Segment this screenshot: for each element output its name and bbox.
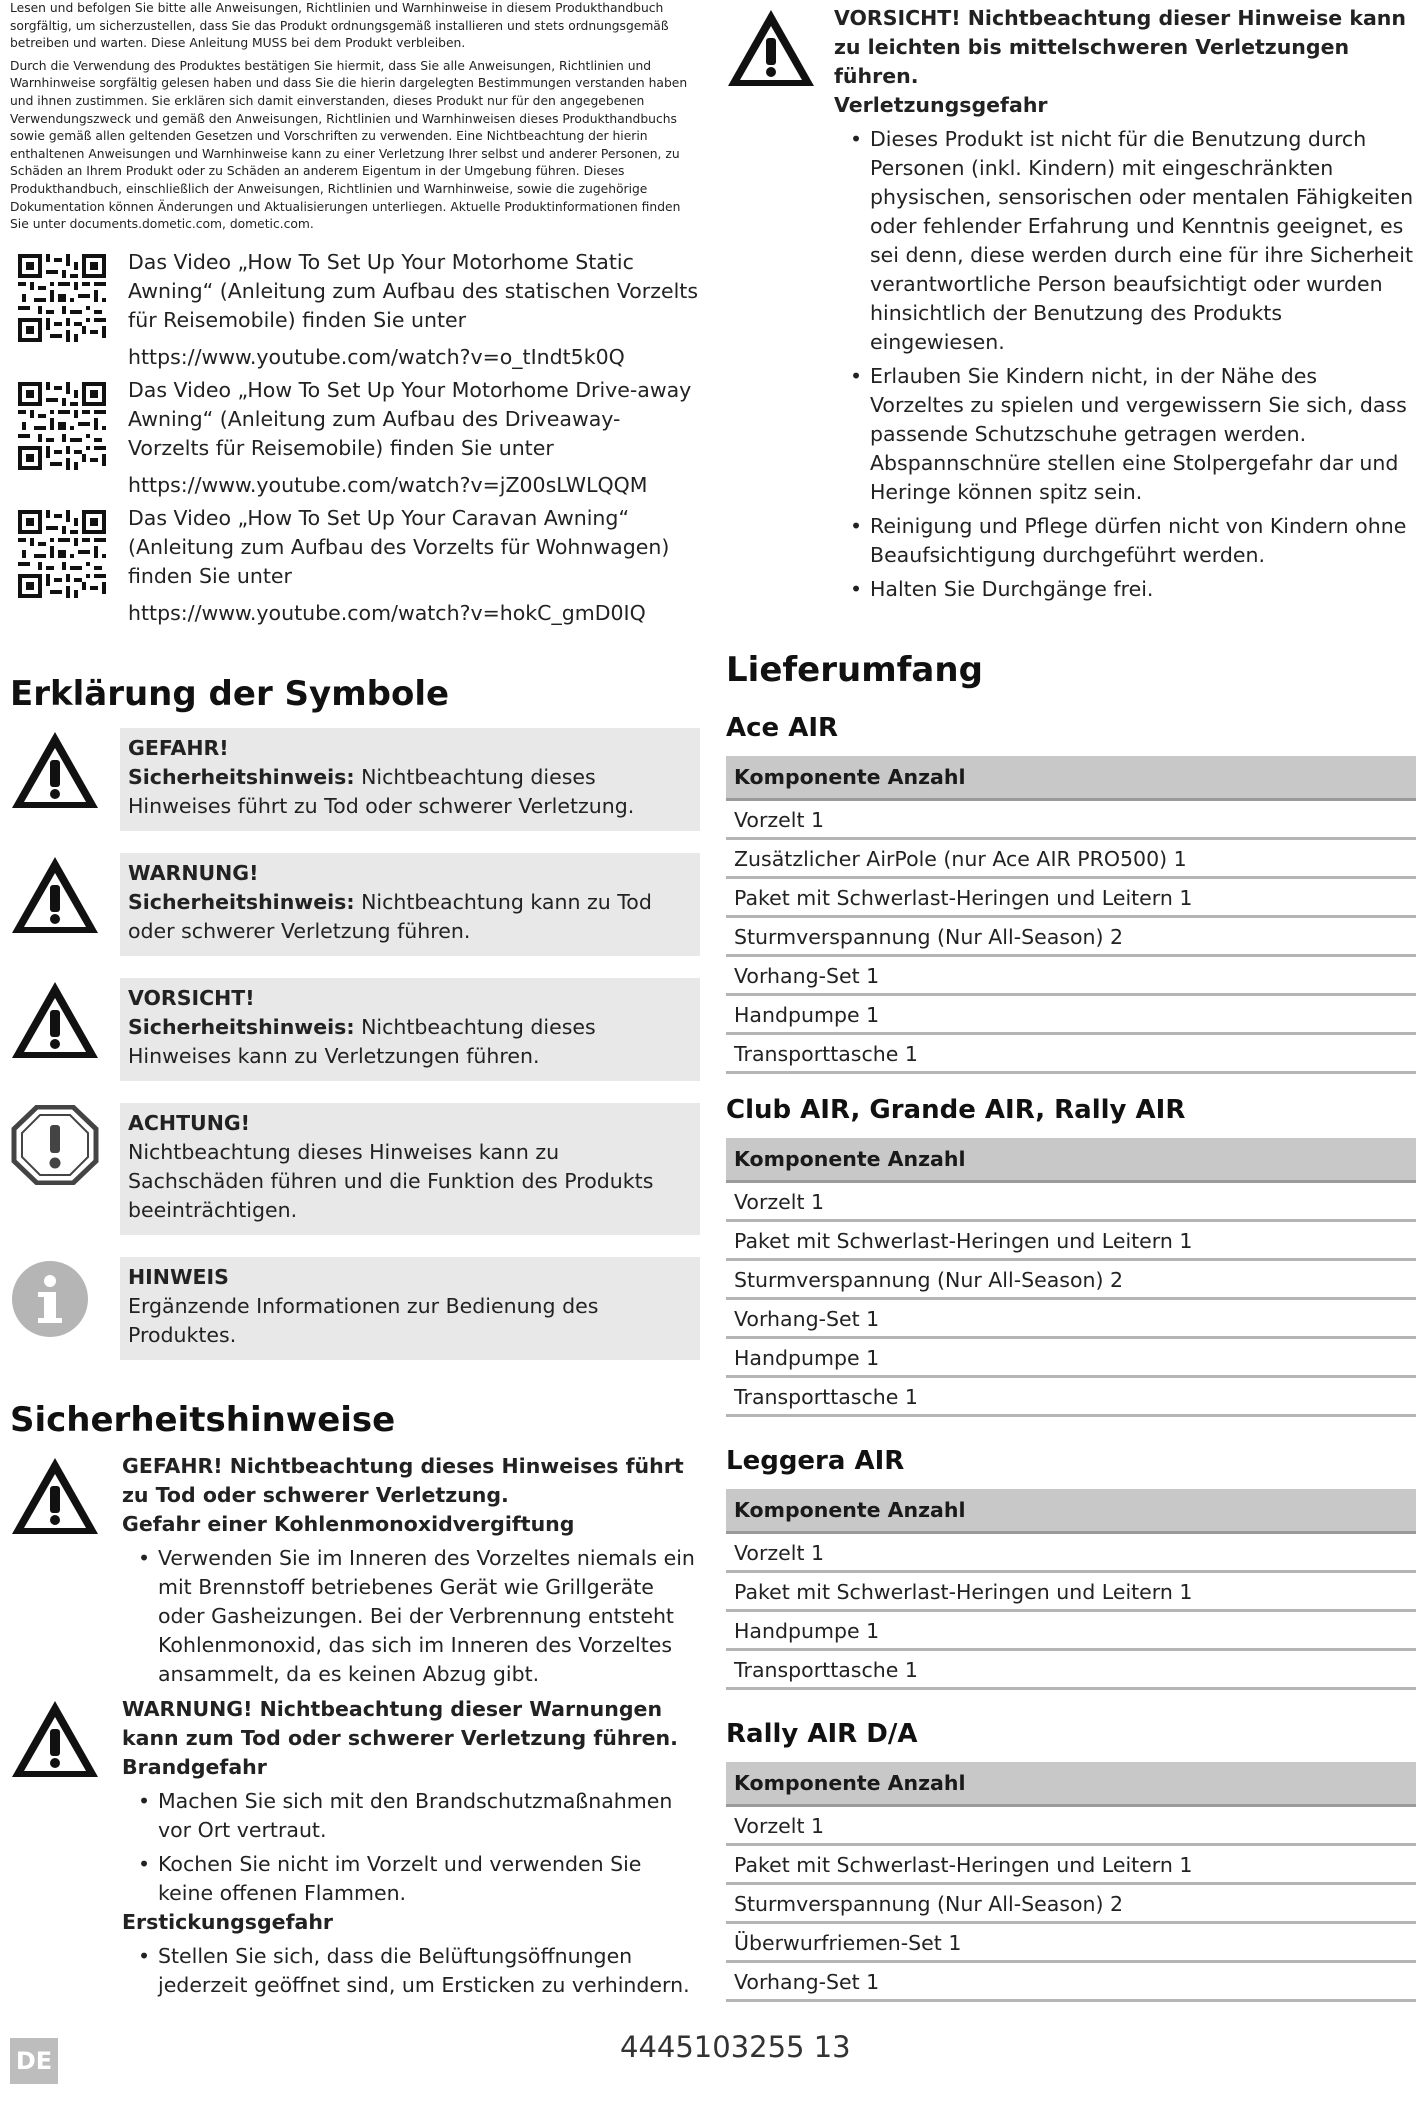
video-link[interactable]: https://www.youtube.com/watch?v=jZ00sLWLQQM: [128, 472, 648, 497]
safety-warnung-head: WARNUNG! Nichtbeachtung dieser Warnungen kann zum Tod oder schwerer Verletzung führen.: [122, 1696, 678, 1750]
safety-warnung: [10, 1695, 700, 2000]
page-number: 4445103255 13: [620, 2030, 851, 2064]
table-row: Paket mit Schwerlast-Heringen und Leitern 1: [726, 1222, 1416, 1261]
video-link[interactable]: https://www.youtube.com/watch?v=o_tIndt5k0Q: [128, 344, 625, 369]
safety-vorsicht-sub: Verletzungsgefahr: [834, 93, 1048, 117]
table-ace-air: [726, 756, 1416, 1074]
safety-bullet: • Reinigung und Pflege dürfen nicht von Kindern ohne Beaufsichtigung durchgeführt werden.: [834, 512, 1416, 570]
warning-triangle-icon: [10, 855, 100, 935]
symbol-title: HINWEIS: [128, 1264, 229, 1289]
table-header: Komponente Anzahl: [726, 1489, 1416, 1534]
warning-triangle-icon: [726, 8, 816, 88]
safety-gefahr-head: GEFAHR! Nichtbeachtung dieses Hinweises führt zu Tod oder schwerer Verletzung.: [122, 1453, 684, 1507]
lieferumfang-heading: Lieferumfang: [726, 650, 983, 690]
safety-bullet: • Kochen Sie nicht im Vorzelt und verwenden Sie keine offenen Flammen.: [122, 1850, 700, 1908]
intro-paragraph-2: Durch die Verwendung des Produktes bestätigen Sie hiermit, dass Sie alle Anweisungen, Richtlinien und Warnhinweise sorgfältig gelesen haben und dass Sie die hierin dargelegten Bestimmungen verstanden haben und ihnen zustimmen. Sie erklären sich damit einverstanden, dieses Produkt nur für den angegebenen Verwendungszweck und gemäß den Anweisungen, Richtlinien und Warnhinweisen dieses Produkthandbuchs sowie gemäß allen geltenden Gesetzen und Vorschriften zu verwenden. Eine Nichtbeachtung der hierin enthaltenen Anweisungen und Warnhinweise kann zu einer Verletzung Ihrer selbst und anderer Personen, zu Schäden an Ihrem Produkt oder zu Schäden an anderem Eigentum in der Umgebung führen. Dieses Produkthandbuch, einschließlich der Anweisungen, Richtlinien und Warnhinweise, sowie die zugehörige Dokumentation können Änderungen und Aktualisierungen unterliegen. Aktuelle Produktinformationen finden Sie unter documents.dometic.com, dometic.com.: [10, 58, 688, 232]
symbol-row-warnung: [10, 853, 700, 956]
table-row: Handpumpe 1: [726, 1339, 1416, 1378]
table-leggera-air: [726, 1489, 1416, 1690]
table-title-rally-air-da: Rally AIR D/A: [726, 1719, 918, 1749]
warning-triangle-icon: [10, 1456, 100, 1536]
warning-triangle-icon: [10, 1699, 100, 1779]
safety-bullet: • Verwenden Sie im Inneren des Vorzeltes niemals ein mit Brennstoff betriebenes Gerät wie Grillgeräte oder Gasheizungen. Bei der Verbrennung entsteht Kohlenmonoxid, das sich im Inneren des Vorzeltes ansammelt, da es keinen Abzug gibt.: [122, 1544, 700, 1689]
table-row: Transporttasche 1: [726, 1651, 1416, 1690]
warning-triangle-icon: [10, 980, 100, 1060]
safety-vorsicht-head: VORSICHT! Nichtbeachtung dieser Hinweise kann zu leichten bis mittelschweren Verletzungen führen.: [834, 6, 1406, 88]
qr-code-icon[interactable]: [18, 382, 106, 470]
safety-bullet: • Halten Sie Durchgänge frei.: [834, 575, 1416, 604]
symbol-text: Nichtbeachtung dieses Hinweises führt zu Tod oder schwerer Verletzung.: [128, 764, 635, 818]
symbol-text: Nichtbeachtung dieses Hinweises kann zu Sachschäden führen und die Funktion des Produkts beeinträchtigen.: [128, 1139, 654, 1222]
video-link[interactable]: https://www.youtube.com/watch?v=hokC_gmD0IQ: [128, 600, 646, 625]
table-row: Vorhang-Set 1: [726, 957, 1416, 996]
intro-paragraph-1: Lesen und befolgen Sie bitte alle Anweisungen, Richtlinien und Warnhinweise in diesem Produkthandbuch sorgfältig, um sicherzustellen, dass Sie das Produkt ordnungsgemäß installieren und stets ordnungsgemäß betreiben und warten. Diese Anleitung MUSS bei dem Produkt verbleiben.: [10, 1, 669, 51]
table-row: Sturmverspannung (Nur All-Season) 2: [726, 1885, 1416, 1924]
table-row: Zusätzlicher AirPole (nur Ace AIR PRO500) 1: [726, 840, 1416, 879]
safety-vorsicht: [726, 4, 1416, 604]
table-club-air: [726, 1138, 1416, 1417]
table-row: Vorhang-Set 1: [726, 1300, 1416, 1339]
safety-bullet: • Dieses Produkt ist nicht für die Benutzung durch Personen (inkl. Kindern) mit eingeschränkten physischen, sensorischen oder mentalen Fähigkeiten oder fehlender Erfahrung und Kenntnis geeignet, es sei denn, diese werden durch eine für ihre Sicherheit verantwortliche Person beaufsichtigt oder wurden hinsichtlich der Benutzung des Produkts eingewiesen.: [834, 125, 1416, 357]
video-description: Das Video „How To Set Up Your Caravan Awning“ (Anleitung zum Aufbau des Vorzelts für Wohnwagen) finden Sie unter: [128, 505, 670, 588]
video-item: [10, 248, 700, 372]
table-row: Vorhang-Set 1: [726, 1963, 1416, 2002]
table-row: Paket mit Schwerlast-Heringen und Leitern 1: [726, 1846, 1416, 1885]
video-item: [10, 376, 700, 500]
table-row: Transporttasche 1: [726, 1035, 1416, 1074]
video-description: Das Video „How To Set Up Your Motorhome Static Awning“ (Anleitung zum Aufbau des statischen Vorzelts für Reisemobile) finden Sie unter: [128, 249, 699, 332]
table-rally-air-da: [726, 1762, 1416, 2002]
table-row: Vorzelt 1: [726, 1807, 1416, 1846]
table-row: Sturmverspannung (Nur All-Season) 2: [726, 1261, 1416, 1300]
left-column: [10, 0, 700, 2006]
safety-bullet: • Machen Sie sich mit den Brandschutzmaßnahmen vor Ort vertraut.: [122, 1787, 700, 1845]
warning-triangle-icon: [10, 730, 100, 810]
safety-heading: Sicherheitshinweise: [10, 1399, 396, 1440]
table-row: Vorzelt 1: [726, 801, 1416, 840]
symbol-row-gefahr: [10, 728, 700, 831]
safety-warnung-sub1: Brandgefahr: [122, 1754, 267, 1779]
table-row: Paket mit Schwerlast-Heringen und Leitern 1: [726, 879, 1416, 918]
symbols-heading: Erklärung der Symbole: [10, 673, 450, 714]
table-title-ace-air: Ace AIR: [726, 713, 839, 743]
symbol-title: VORSICHT!: [128, 985, 255, 1010]
safety-bullet: • Erlauben Sie Kindern nicht, in der Nähe des Vorzeltes zu spielen und vergewissern Sie sich, dass passende Schutzschuhe getragen werden. Abspannschnüre stellen eine Stolpergefahr dar und Heringe können spitz sein.: [834, 362, 1416, 507]
table-row: Sturmverspannung (Nur All-Season) 2: [726, 918, 1416, 957]
table-header: Komponente Anzahl: [726, 756, 1416, 801]
info-circle-icon: [10, 1259, 100, 1339]
symbol-text: Ergänzende Informationen zur Bedienung des Produktes.: [128, 1293, 599, 1347]
symbol-row-vorsicht: [10, 978, 700, 1081]
safety-bullet: • Stellen Sie sich, dass die Belüftungsöffnungen jederzeit geöffnet sind, um Ersticken zu verhindern.: [122, 1942, 700, 2000]
table-row: Handpumpe 1: [726, 1612, 1416, 1651]
safety-gefahr: [10, 1452, 700, 1689]
safety-warnung-sub2: Erstickungsgefahr: [122, 1909, 334, 1934]
language-badge: DE: [10, 2038, 58, 2084]
table-row: Überwurfriemen-Set 1: [726, 1924, 1416, 1963]
safety-gefahr-sub: Gefahr einer Kohlenmonoxidvergiftung: [122, 1511, 575, 1536]
symbol-row-achtung: [10, 1103, 700, 1235]
symbol-text: Nichtbeachtung dieses Hinweises kann zu Verletzungen führen.: [128, 1014, 596, 1068]
table-row: Transporttasche 1: [726, 1378, 1416, 1417]
qr-code-icon[interactable]: [18, 510, 106, 598]
video-description: Das Video „How To Set Up Your Motorhome Drive-away Awning“ (Anleitung zum Aufbau des Driveaway-Vorzelts für Reisemobile) finden Sie unter: [128, 377, 692, 460]
intro-text: [10, 0, 700, 234]
symbol-lead: Sicherheitshinweis:: [128, 1014, 355, 1039]
table-title-leggera-air: Leggera AIR: [726, 1446, 905, 1476]
table-header: Komponente Anzahl: [726, 1762, 1416, 1807]
symbol-title: WARNUNG!: [128, 860, 259, 885]
symbol-lead: Sicherheitshinweis:: [128, 764, 355, 789]
table-row: Vorzelt 1: [726, 1183, 1416, 1222]
symbol-title: GEFAHR!: [128, 735, 229, 760]
right-column: [726, 0, 1416, 2002]
video-item: [10, 504, 700, 628]
symbol-text: Nichtbeachtung kann zu Tod oder schwerer Verletzung führen.: [128, 889, 652, 943]
table-row: Paket mit Schwerlast-Heringen und Leitern 1: [726, 1573, 1416, 1612]
table-title-club-air: Club AIR, Grande AIR, Rally AIR: [726, 1095, 1186, 1125]
symbol-row-hinweis: [10, 1257, 700, 1360]
symbol-title: ACHTUNG!: [128, 1110, 251, 1135]
table-row: Vorzelt 1: [726, 1534, 1416, 1573]
octagon-exclamation-icon: [10, 1105, 100, 1185]
table-row: Handpumpe 1: [726, 996, 1416, 1035]
qr-code-icon[interactable]: [18, 254, 106, 342]
table-header: Komponente Anzahl: [726, 1138, 1416, 1183]
symbol-lead: Sicherheitshinweis:: [128, 889, 355, 914]
